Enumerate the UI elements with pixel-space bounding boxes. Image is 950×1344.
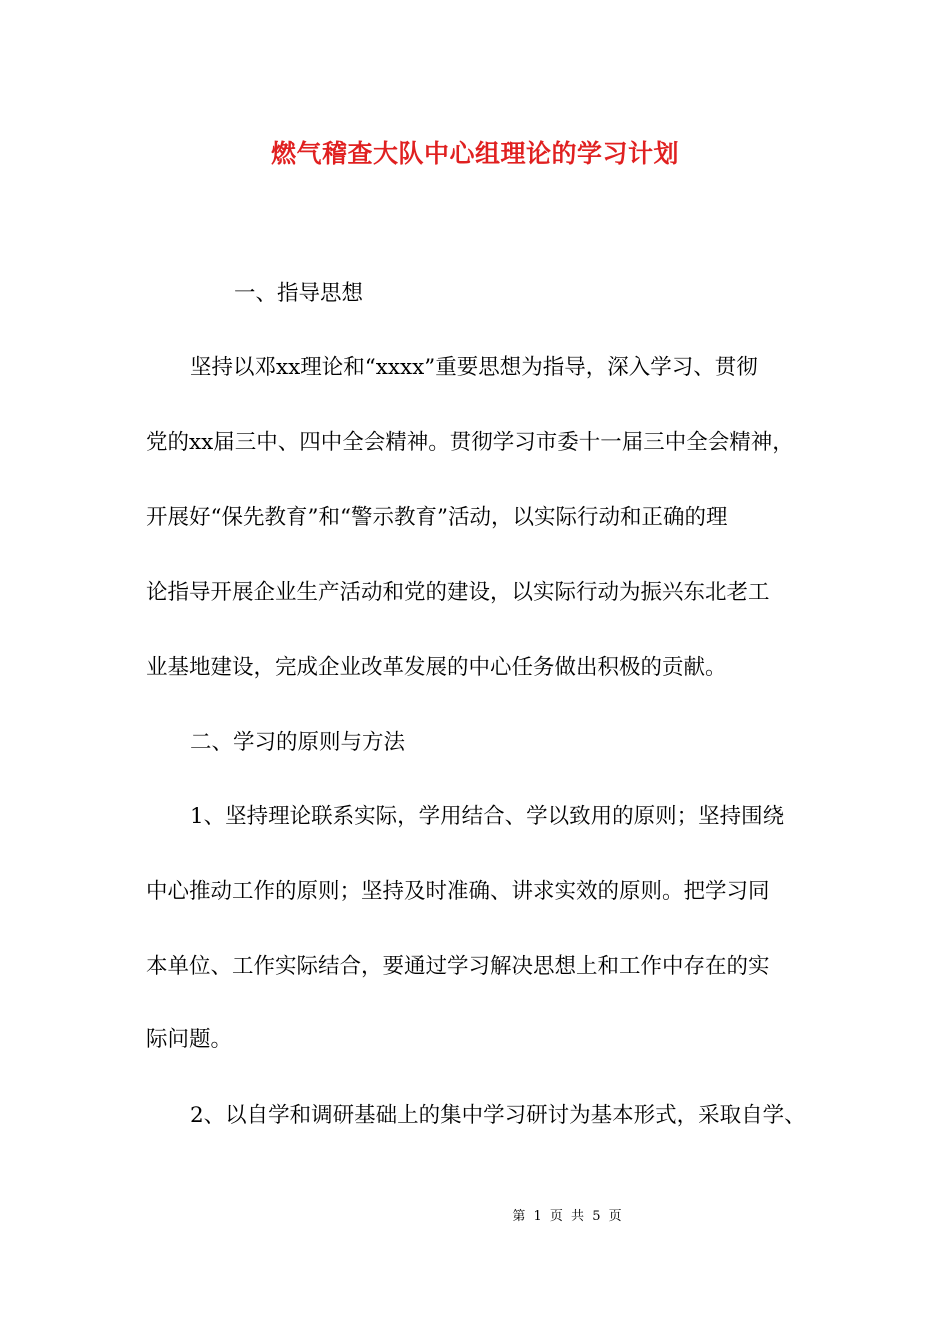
section-heading-guiding-ideology: 一、指导思想 <box>234 281 364 306</box>
paragraph-line: 本单位、工作实际结合，要通过学习解决思想上和工作中存在的实 <box>146 954 770 979</box>
paragraph-line: 业基地建设，完成企业改革发展的中心任务做出积极的贡献。 <box>146 655 727 680</box>
paragraph-line: 中心推动工作的原则；坚持及时准确、讲求实效的原则。把学习同 <box>146 879 770 904</box>
document-title: 燃气稽查大队中心组理论的学习计划 <box>270 139 679 168</box>
paragraph-line: 论指导开展企业生产活动和党的建设，以实际行动为振兴东北老工 <box>146 580 770 605</box>
paragraph-line: 1、坚持理论联系实际，学用结合、学以致用的原则；坚持围绕 <box>190 804 785 829</box>
section-heading-principles: 二、学习的原则与方法 <box>190 730 406 755</box>
paragraph-line: 开展好“保先教育”和“警示教育”活动，以实际行动和正确的理 <box>146 505 728 530</box>
paragraph-line: 党的xx届三中、四中全会精神。贯彻学习市委十一届三中全会精神， <box>146 430 794 455</box>
page-number-footer: 第 1 页 共 5 页 <box>512 1209 622 1224</box>
paragraph-line: 坚持以邓xx理论和“xxxx”重要思想为指导，深入学习、贯彻 <box>190 355 758 380</box>
paragraph-line: 际问题。 <box>146 1027 233 1052</box>
paragraph-line: 2、以自学和调研基础上的集中学习研讨为基本形式，采取自学、 <box>190 1103 806 1128</box>
